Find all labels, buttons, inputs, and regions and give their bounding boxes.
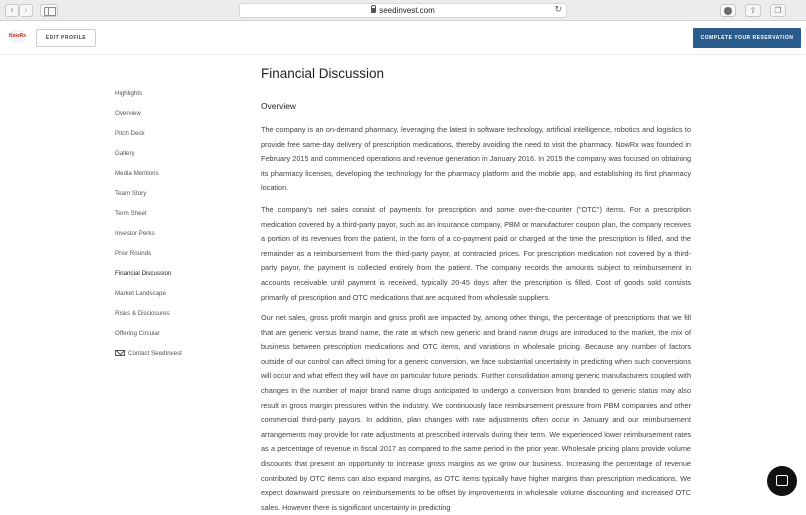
paragraph: The company is an on-demand pharmacy, leveraging the latest in software technology, artificial intelligence, robotics and logistics to provide free same-day delivery of prescription medications, thereby avoiding the need to visit the pharmacy. NowRx was founded in February 2015 and commenced operations and revenue generation in January 2016. In 2015 the company was focused on obtaining its pharmacy licenses, developing the technology for the pharmacy platform and the mobile app, and establishing its first pharmacy location. [261,125,691,193]
tabs-button[interactable]: ❐ [770,4,786,17]
browser-toolbar [0,0,806,21]
nav-item-media-mentions[interactable]: Media Mentions [115,170,159,177]
back-button[interactable]: ‹ [5,4,19,17]
site-header [0,21,806,55]
nav-item-highlights[interactable]: Highlights [115,90,143,97]
nav-item-team-story[interactable]: Team Story [115,190,147,197]
reload-icon[interactable]: ↻ [554,5,562,15]
nav-item-investor-perks[interactable]: Investor Perks [115,230,155,237]
share-button[interactable]: ⇧ [745,4,761,17]
edit-profile-button[interactable]: EDIT PROFILE [36,29,96,47]
url-text: seedinvest.com [379,6,435,15]
nav-item-market-landscape[interactable]: Market Landscape [115,290,166,297]
sidebar-toggle-icon[interactable] [40,4,58,17]
nav-item-pitch-deck[interactable]: Pitch Deck [115,130,145,137]
lock-icon [371,8,376,13]
nav-item-risks-disclosures[interactable]: Risks & Disclosures [115,310,170,317]
chat-button[interactable] [767,466,797,496]
download-icon [724,7,732,15]
page-title: Financial Discussion [261,66,385,81]
address-bar[interactable] [239,3,567,18]
mail-icon [115,350,125,356]
paragraph: Our net sales, gross profit margin and gross profit are impacted by, among other things, the percentage of prescriptions that we fill that are generic versus brand name, the rate at which new generic and brand name drugs are introduced to the market, the mix of business between prescription medications and OTC items, and variations in wholesale pricing. Because any number of factors outside of our control can affect timing for a generic conversion, we face substantial uncertainty in predicting when such conversions will occur and what effect they will have on particular future periods. Further consolidation among generic manufacturers coupled with changes in the number of major brand name drugs anticipated to undergo a conversion from branded to generic status may also result in gross margin pressures within the industry. We continuously face reimbursement pressure from PBM companies and other commercial third-party payors. In addition, plan changes with rate adjustments often occur in January and our reimbursement arrangements may provide for rate adjustments at prescribed intervals during their term. We experienced lower reimbursement rates as a percentage of revenue in fiscal 2017 as compared to the same period in the prior year. Wholesale pricing plans provide volume discounts that present an opportunity to increase gross margins as we grow our business. Increasing the percentage of revenue contributed by OTC items can also expand margins, as OTC items typically have higher margins than prescription medications. We expect downward pressure on reimbursements to be offset by improvements in wholesale volume discounting and increased OTC sales. However there is significant uncertainty in predicting [261,313,691,512]
nav-item-overview[interactable]: Overview [115,110,141,117]
company-logo[interactable]: NowRx [8,30,27,43]
nav-item-financial-discussion[interactable]: Financial Discussion [115,270,172,277]
nav-item-contact-seedinvest[interactable] [115,350,182,357]
nav-item-prior-rounds[interactable]: Prior Rounds [115,250,152,257]
forward-button[interactable]: › [19,4,33,17]
downloads-button[interactable] [720,4,736,17]
paragraph: The company's net sales consist of payments for prescription and some over-the-counter ("OTC") items. For a prescription medication covered by a third-party payor, such as an insurance company, PBM or manufacturer coupon plan, the company receives a portion of its revenues from the patient, in the form of a co-payment paid or charged at the time the prescription is filled, and the remainder as a reimbursement from the third-party payor, at contracted prices. For prescription medication not covered by a third-party payor, the payment is collected entirely from the patient. The company records the amounts subject to reimbursement in accounts receivable until payment is received, typically 20-45 days after the prescription is filled. Cost of goods sold consists primarily of prescription and OTC medications that are acquired from wholesale suppliers. [261,205,691,302]
contact-label: Contact SeedInvest [128,350,183,357]
complete-reservation-button[interactable]: COMPLETE YOUR RESERVATION [693,28,801,48]
nav-item-gallery[interactable]: Gallery [115,150,135,157]
nav-item-offering-circular[interactable]: Offering Circular [115,330,160,337]
section-title-overview: Overview [261,101,296,111]
chat-icon [776,475,788,486]
nav-item-term-sheet[interactable]: Term Sheet [115,210,147,217]
